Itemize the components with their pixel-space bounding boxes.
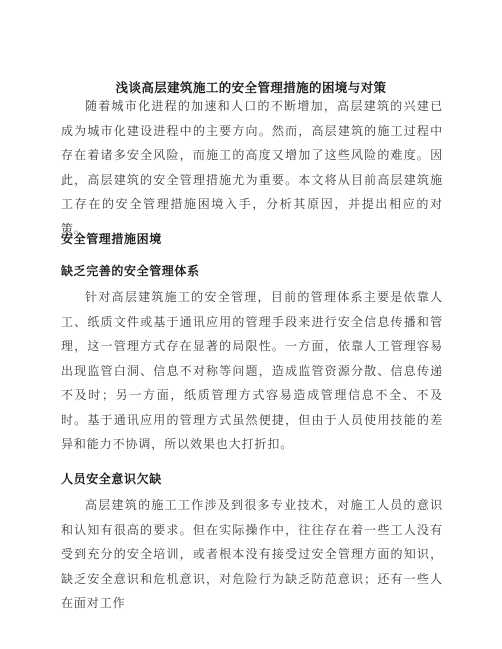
document-title: 浅谈高层建筑施工的安全管理措施的困境与对策 [115,80,387,95]
section-heading: 安全管理措施困境 [61,232,162,246]
subsection-heading-1: 缺乏完善的安全管理体系 [61,264,200,278]
subsection-2-paragraph: 高层建筑的施工工作涉及到很多专业技术，对施工人员的意识和认知有很高的要求。但在实际操作中，往往存在着一些工人没有受到充分的安全培训，或者根本没有接受过安全管理方面的知识，缺乏安全意识和危机意识，对危险行为缺乏防范意识；还有一些人在面对工作 [61,498,443,610]
subsection-heading-2: 人员安全意识欠缺 [61,472,162,486]
intro-paragraph: 随着城市化进程的加速和人口的不断增加，高层建筑的兴建已成为城市化建设进程中的主要方向。然而，高层建筑的施工过程中存在着诸多安全风险，而施工的高度又增加了这些风险的难度。因此，高层建筑的安全管理措施尤为重要。本文将从目前高层建筑施工存在的安全管理措施困境入手，分析其原因，并提出相应的对策。 [61,99,443,236]
subsection-1-paragraph: 针对高层建筑施工的安全管理，目前的管理体系主要是依靠人工、纸质文件或基于通讯应用的管理手段来进行安全信息传播和管理，这一管理方式存在显著的局限性。一方面，依靠人工管理容易出现监管白洞、信息不对称等问题，造成监管资源分散、信息传递不及时；另一方面，纸质管理方式容易造成管理信息不全、不及时。基于通讯应用的管理方式虽然便捷，但由于人员使用技能的差异和能力不协调，所以效果也大打折扣。 [61,290,443,451]
